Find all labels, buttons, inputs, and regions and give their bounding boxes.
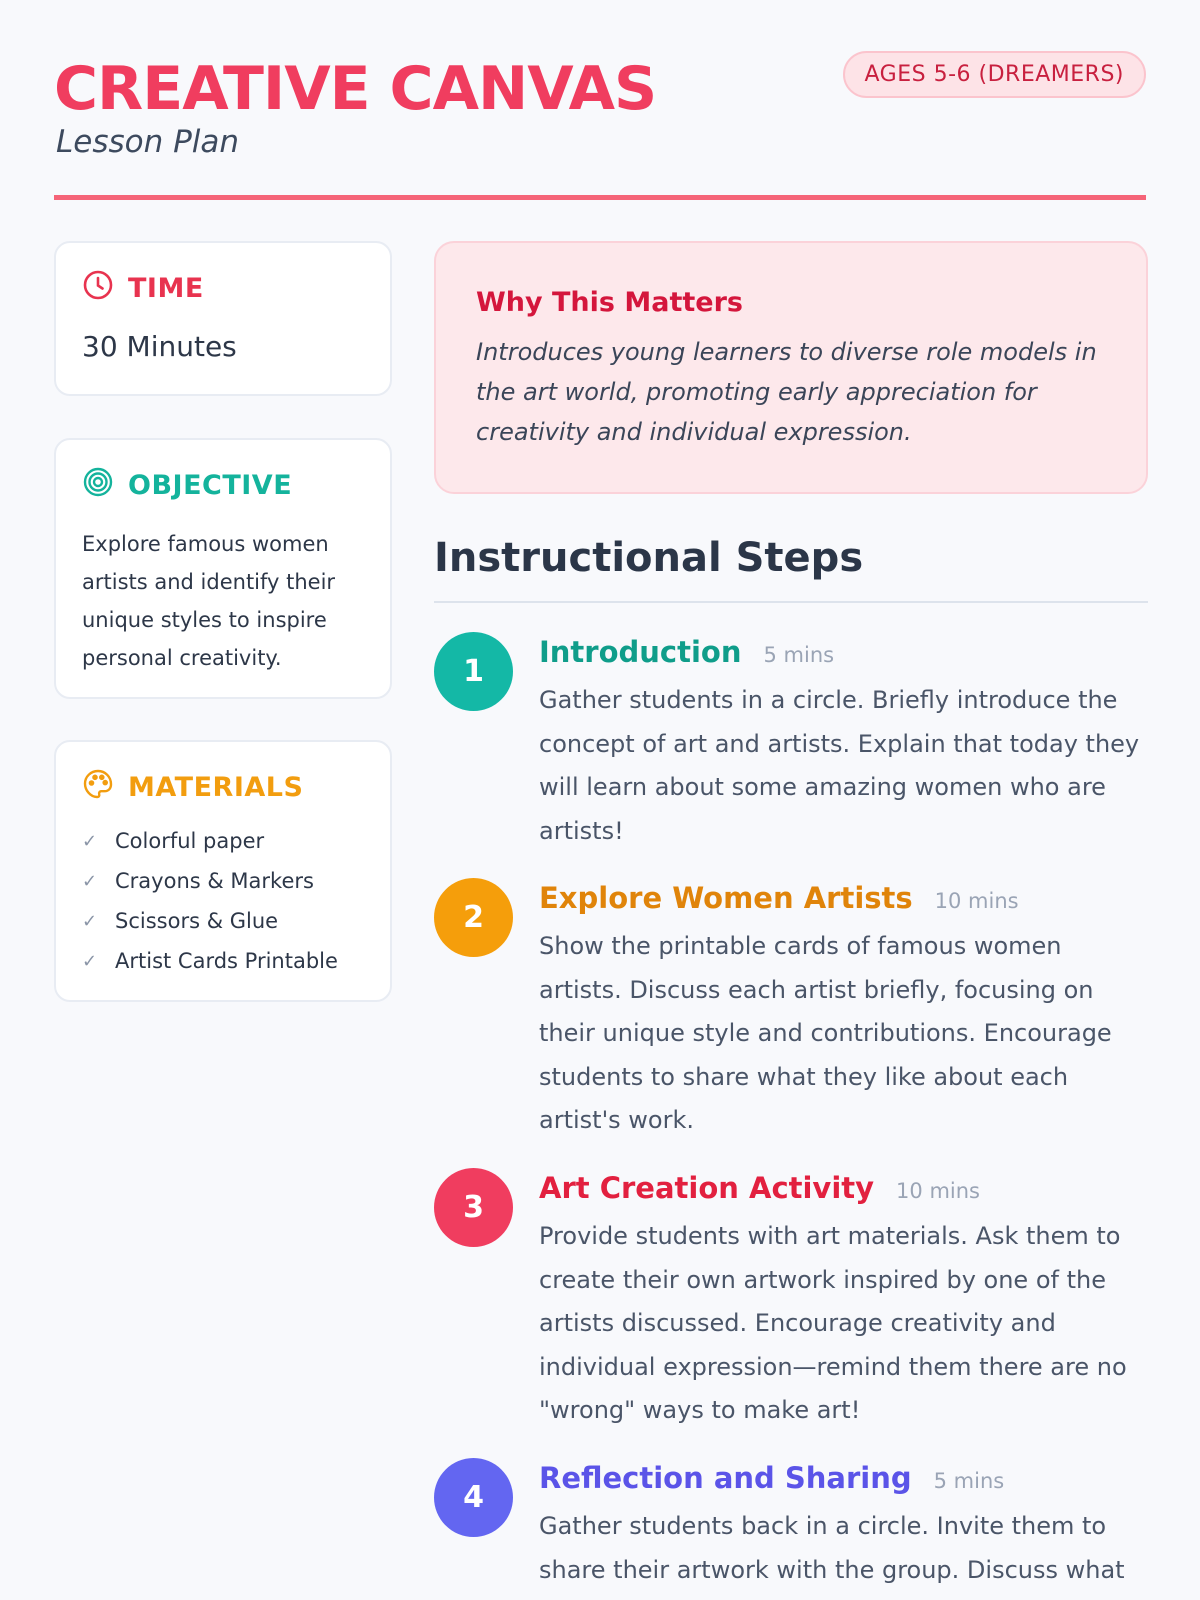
age-badge: AGES 5-6 (DREAMERS) <box>843 51 1146 98</box>
time-value: 30 Minutes <box>82 330 237 363</box>
step-title-row <box>539 635 1151 677</box>
step-title: Art Creation Activity <box>539 1171 875 1205</box>
why-title: Why This Matters <box>476 287 743 318</box>
step-body <box>539 635 1151 853</box>
list-item <box>82 941 364 981</box>
step-title-row <box>539 881 1151 923</box>
target-icon <box>82 466 114 505</box>
step-body <box>539 881 1151 1143</box>
list-item <box>82 901 364 941</box>
objective-card <box>54 438 392 699</box>
check-icon: ✓ <box>82 910 98 932</box>
materials-card-header <box>82 768 364 807</box>
step-number-badge: 4 <box>434 1458 513 1537</box>
step-duration: 5 mins <box>933 1469 1005 1493</box>
step-description: Gather students in a circle. Briefly introduce the concept of art and artists. Explain that today they will learn about some amazing women who are artists! <box>539 686 1140 845</box>
time-card-header <box>82 269 364 308</box>
material-label: Scissors & Glue <box>115 909 279 933</box>
step-title: Introduction <box>539 635 742 669</box>
page-subtitle: Lesson Plan <box>56 124 240 160</box>
time-card <box>54 241 392 396</box>
why-text: Introduces young learners to diverse role models in the art world, promoting early appreciation for creativity and individual expression. <box>476 338 1097 446</box>
step-number-badge: 2 <box>434 878 513 957</box>
material-label: Colorful paper <box>115 829 265 853</box>
step-description: Provide students with art materials. Ask them to create their own artwork inspired by one of the artists discussed. Encourage creativity and individual expression—remind them there are no "wrong" ways to make art! <box>539 1222 1127 1424</box>
objective-card-header <box>82 466 364 505</box>
materials-heading: MATERIALS <box>128 772 304 803</box>
material-label: Crayons & Markers <box>115 869 314 893</box>
material-label: Artist Cards Printable <box>115 949 338 973</box>
materials-card <box>54 740 392 1002</box>
step-body <box>539 1171 1151 1433</box>
step-duration: 10 mins <box>934 889 1019 913</box>
page-title: CREATIVE CANVAS <box>54 54 657 124</box>
step-title-row <box>539 1461 1151 1503</box>
objective-heading: OBJECTIVE <box>128 470 293 501</box>
materials-list <box>82 821 364 981</box>
clock-icon <box>82 269 114 308</box>
step-description: Gather students back in a circle. Invite them to share their artwork with the group. Discuss what <box>539 1512 1125 1584</box>
list-item <box>82 821 364 861</box>
step-number-badge: 1 <box>434 632 513 711</box>
why-this-matters-card <box>434 241 1148 494</box>
step-title-row <box>539 1171 1151 1213</box>
step-number-badge: 3 <box>434 1168 513 1247</box>
step-description: Show the printable cards of famous women artists. Discuss each artist briefly, focusing on their unique style and contributions. Encourage students to share what they like about each artist's work. <box>539 932 1112 1134</box>
step-duration: 5 mins <box>763 643 835 667</box>
check-icon: ✓ <box>82 870 98 892</box>
time-heading: TIME <box>128 273 204 304</box>
steps-heading: Instructional Steps <box>434 535 1148 603</box>
page-header <box>54 0 1146 200</box>
objective-text: Explore famous women artists and identify their unique styles to inspire personal creativity. <box>82 532 336 670</box>
list-item <box>82 861 364 901</box>
check-icon: ✓ <box>82 950 98 972</box>
palette-icon <box>82 768 114 807</box>
step-title: Reflection and Sharing <box>539 1461 912 1495</box>
check-icon: ✓ <box>82 830 98 852</box>
step-duration: 10 mins <box>896 1179 980 1203</box>
step-title: Explore Women Artists <box>539 881 913 915</box>
step-body <box>539 1461 1151 1592</box>
